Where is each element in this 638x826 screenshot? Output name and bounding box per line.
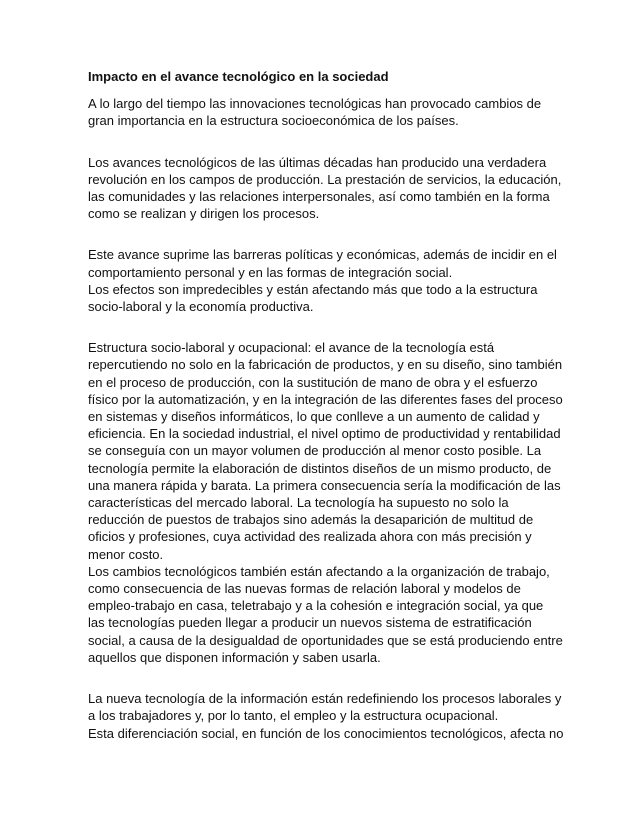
paragraph: [88, 154, 562, 223]
paragraph: [88, 95, 550, 129]
paragraph-line: repercutiendo no solo en la fabricación de productos, y en su diseño, sino también: [88, 357, 563, 373]
paragraph-line: las tecnologías pueden llegar a producir un nuevos sistema de estratificación: [88, 615, 532, 631]
paragraph: [88, 246, 557, 315]
paragraph-line: Los cambios tecnológicos también están afectando a la organización de trabajo,: [88, 563, 550, 579]
paragraph-line: empleo-trabajo en casa, teletrabajo y a la cohesión e integración social, ya que: [88, 598, 544, 614]
paragraph: [88, 690, 564, 742]
paragraph-line: a los trabajadores y, por lo tanto, el empleo y la estructura ocupacional.: [88, 708, 499, 724]
paragraph-line: tecnología permite la elaboración de distintos diseños de un mismo producto, de: [88, 460, 552, 476]
paragraph-line: revolución en los campos de producción. La prestación de servicios, la educación,: [88, 171, 562, 187]
paragraph-line: características del mercado laboral. La tecnología ha supuesto no solo la: [88, 495, 509, 511]
paragraph-line: oficios y profesiones, cuya actividad des realizada ahora con más precisión y: [88, 529, 532, 545]
paragraph-line: Este avance suprime las barreras políticas y económicas, además de incidir en el: [88, 247, 557, 263]
paragraph-line: como consecuencia de las nuevas formas de relación laboral y modelos de: [88, 581, 521, 597]
paragraph-line: en el proceso de producción, con la sustitución de mano de obra y el esfuerzo: [88, 374, 538, 390]
paragraph-line: gran importancia en la estructura socioeconómica de los países.: [88, 113, 459, 129]
paragraph-line: se conseguía con un mayor volumen de producción al menor costo posible. La: [88, 443, 542, 459]
paragraph-line: Estructura socio-laboral y ocupacional: el avance de la tecnología está: [88, 340, 495, 356]
paragraph-line: A lo largo del tiempo las innovaciones tecnológicas han provocado cambios de: [88, 96, 542, 112]
paragraph-line: una manera rápida y barata. La primera consecuencia sería la modificación de las: [88, 477, 561, 493]
paragraph-line: Los avances tecnológicos de las últimas décadas han producido una verdadera: [88, 154, 547, 170]
paragraph-line: Los efectos son impredecibles y están afectando más que todo a la estructura: [88, 281, 538, 297]
paragraph-line: en sistemas y diseños informáticos, lo que conlleve a un aumento de calidad y: [88, 409, 540, 425]
paragraph: [88, 339, 563, 666]
document-page: [88, 68, 564, 766]
paragraph-line: eficiencia. En la sociedad industrial, el nivel optimo de productividad y rentabilidad: [88, 426, 561, 442]
paragraph-line: reducción de puestos de trabajos sino además la desaparición de multitud de: [88, 512, 534, 528]
paragraph-line: aquellos que disponen información y saben usarla.: [88, 649, 381, 665]
document-title: Impacto en el avance tecnológico en la sociedad: [88, 69, 389, 84]
paragraph-line: como se realizan y dirigen los procesos.: [88, 206, 320, 222]
paragraph-line: menor costo.: [88, 546, 164, 562]
paragraph-line: socio-laboral y la economía productiva.: [88, 299, 314, 315]
paragraph-line: físico por la automatización, y en la integración de las diferentes fases del proceso: [88, 391, 563, 407]
paragraph-line: comportamiento personal y en las formas de integración social.: [88, 264, 453, 280]
paragraph-line: social, a causa de la desigualdad de oportunidades que se está produciendo entre: [88, 632, 563, 648]
paragraph-line: La nueva tecnología de la información están redefiniendo los procesos laborales y: [88, 691, 562, 707]
paragraph-line: Esta diferenciación social, en función de los conocimientos tecnológicos, afecta no: [88, 725, 564, 741]
paragraph-line: las comunidades y las relaciones interpersonales, así como también en la forma: [88, 189, 550, 205]
